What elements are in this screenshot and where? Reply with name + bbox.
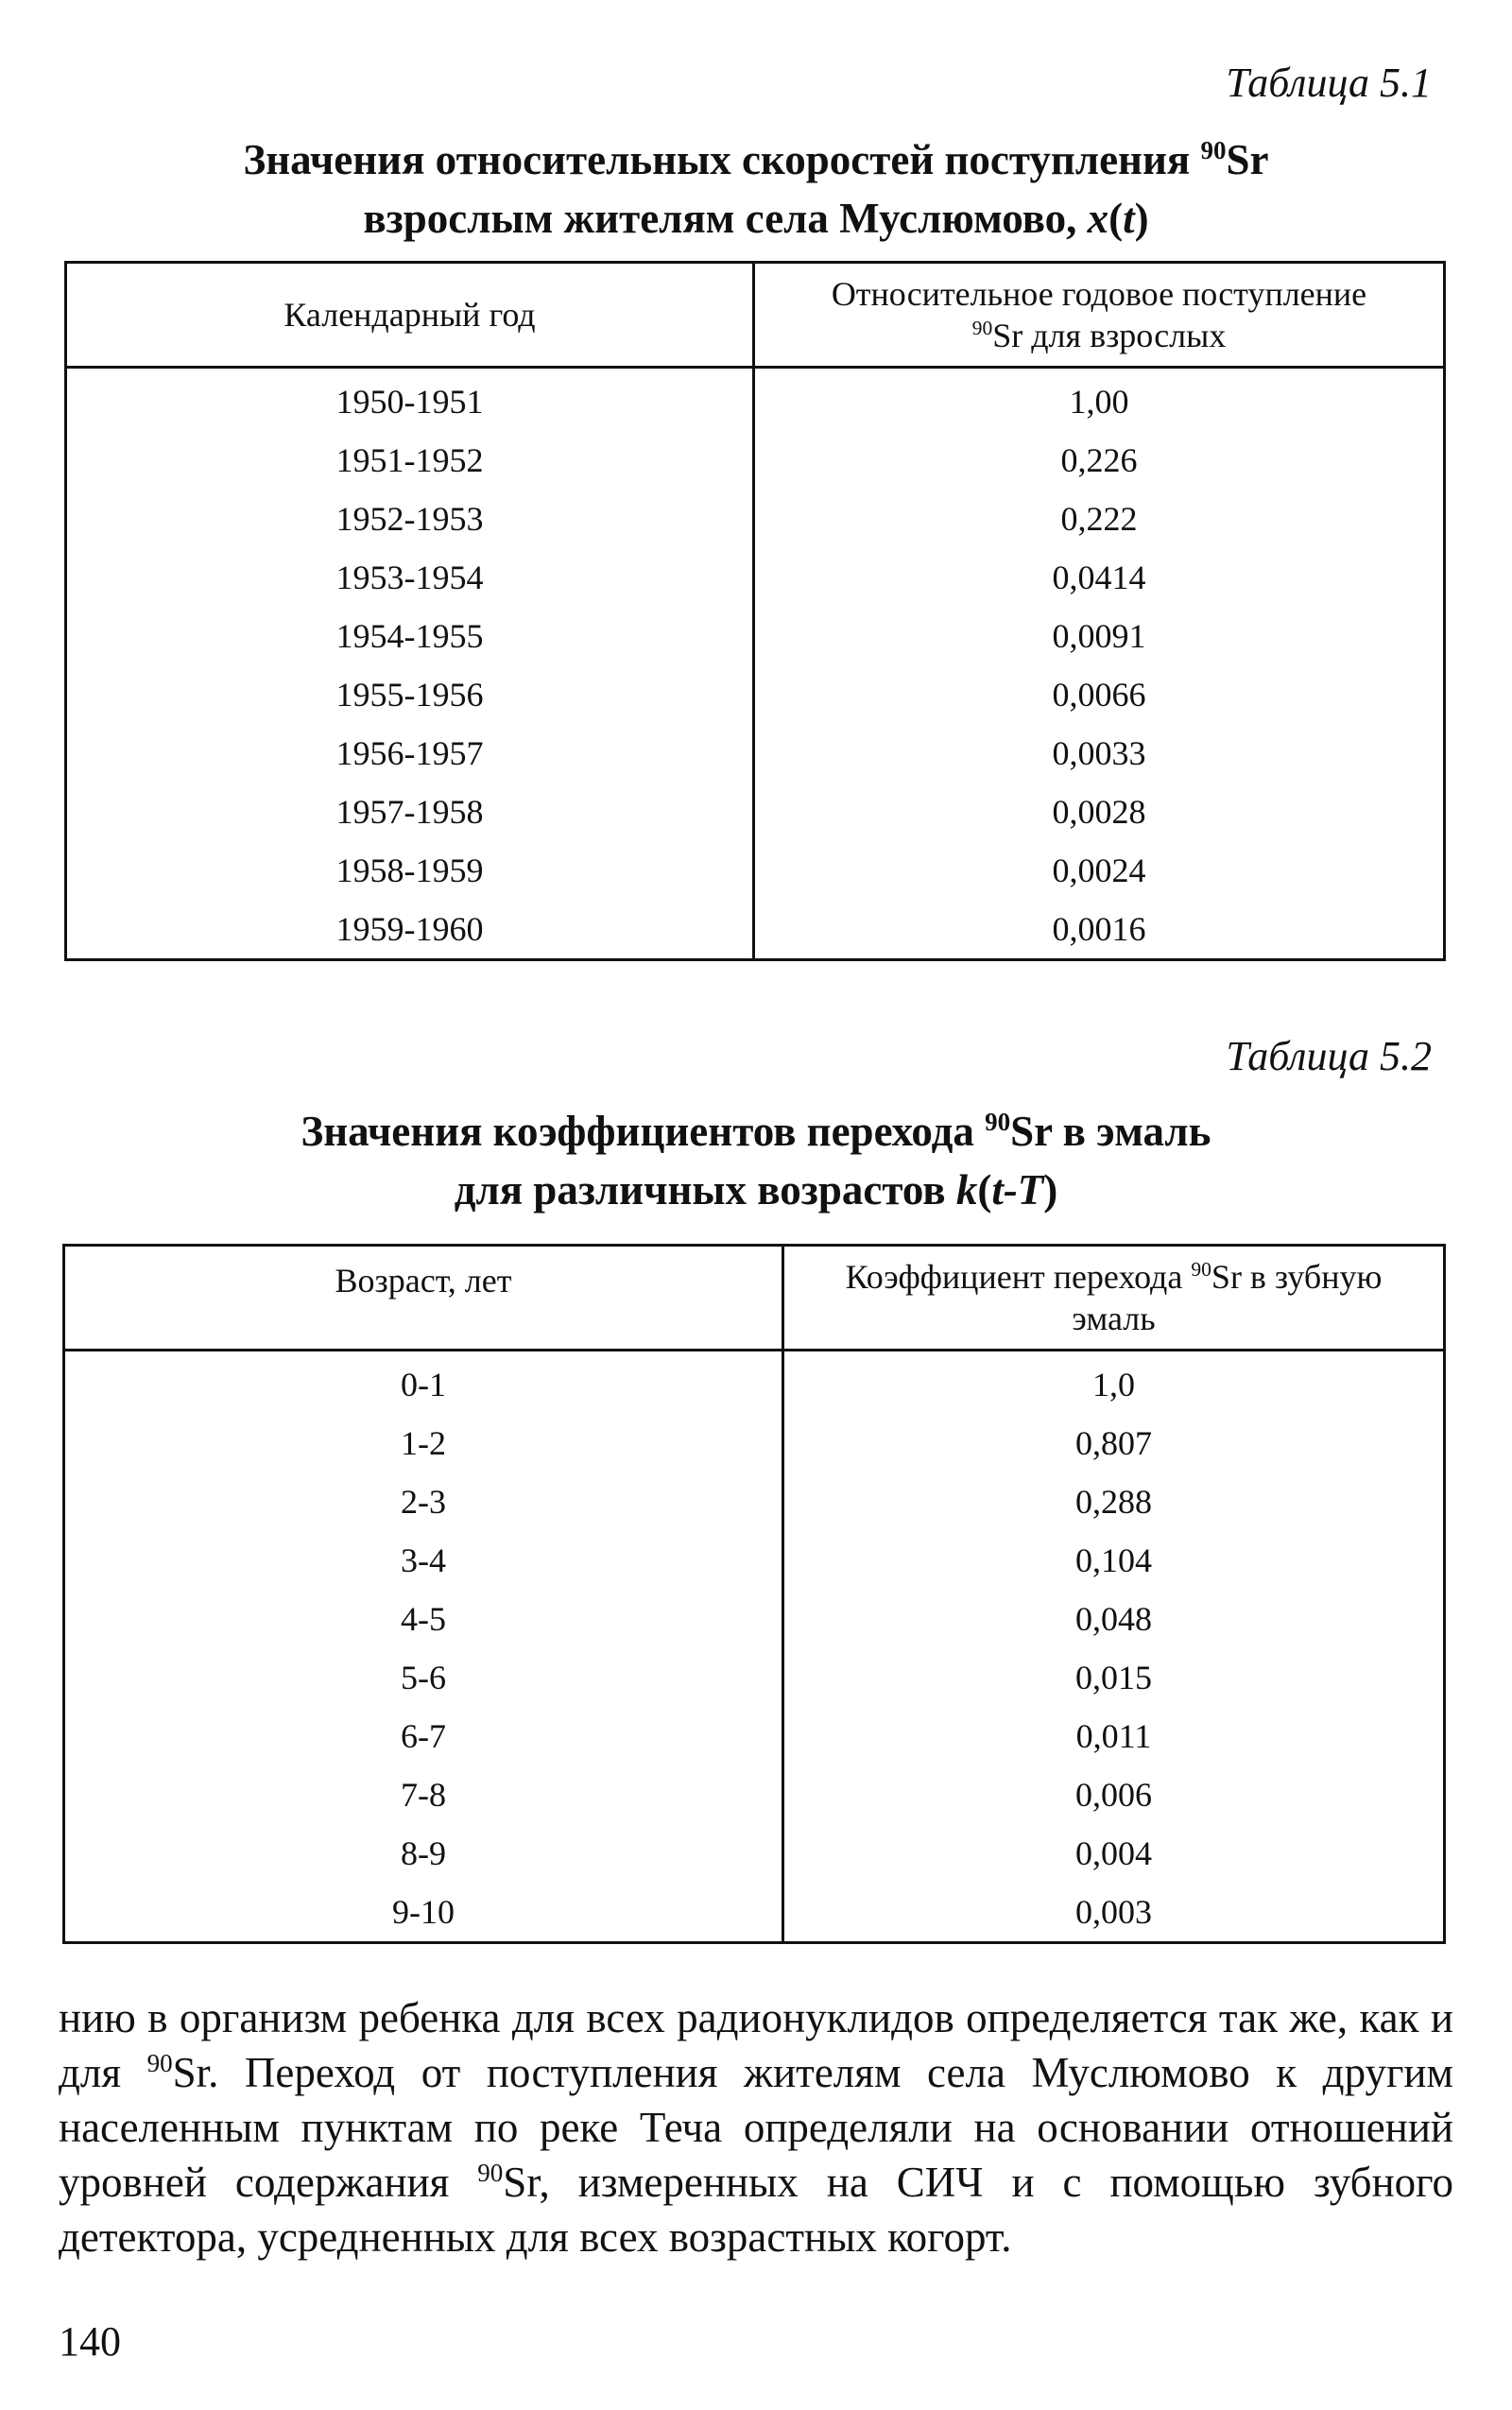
year-cell: 1955-1956 <box>66 665 754 724</box>
table-row <box>64 1824 1445 1883</box>
age-cell: 3-4 <box>64 1531 783 1590</box>
table-row <box>64 1648 1445 1707</box>
year-cell: 1958-1959 <box>66 841 754 900</box>
year-cell: 1959-1960 <box>66 900 754 960</box>
table-1-title-line-2: взрослым жителям села Муслюмово, x(t) <box>363 195 1149 242</box>
year-cell: 1953-1954 <box>66 548 754 607</box>
value-cell: 0,104 <box>1075 1541 1152 1579</box>
age-cell: 9-10 <box>64 1883 783 1943</box>
table-row <box>64 1414 1445 1472</box>
age-cell: 2-3 <box>64 1472 783 1531</box>
age-cell: 0-1 <box>64 1351 783 1415</box>
body-paragraph: нию в организм ребенка для всех радионуклидов определяется так же, как и для $^{90}$Sr. Переход от поступления жителям села Муслюмово к другим населенным пунктам по реке Теча определяли на основании отношений уровней содержания $^{90}$Sr, измеренных на СИЧ и с помощью зубного детектора, усредненных для всех возрастных когорт. <box>59 1994 1453 2261</box>
table-row <box>66 665 1445 724</box>
value-cell: 0,003 <box>1075 1893 1152 1931</box>
table-2-header-coefficient: Коэффициент перехода $^{90}$Sr в зубную эмаль <box>783 1246 1445 1351</box>
value-cell: 0,0414 <box>1052 559 1146 596</box>
value-cell: 0,006 <box>1075 1776 1152 1814</box>
value-cell: 0,0033 <box>1052 734 1146 772</box>
table-2-title-line-1: Значения коэффициентов перехода $^{90}$Sr в эмаль <box>301 1107 1211 1155</box>
year-cell: 1952-1953 <box>66 490 754 548</box>
value-cell: 0,015 <box>1075 1659 1152 1696</box>
table-row <box>64 1883 1445 1943</box>
year-cell: 1957-1958 <box>66 783 754 841</box>
table-2-caption: Таблица 5.2 <box>1226 1033 1432 1079</box>
value-cell: 0,0024 <box>1052 852 1146 889</box>
value-cell: 1,0 <box>1092 1366 1135 1403</box>
value-cell: 0,004 <box>1075 1834 1152 1872</box>
table-1-body <box>66 368 1445 960</box>
table-2 <box>62 1244 1446 1944</box>
table-1 <box>64 261 1446 961</box>
table-row <box>66 841 1445 900</box>
value-cell: 0,288 <box>1075 1483 1152 1521</box>
table-row <box>66 607 1445 665</box>
age-cell: 8-9 <box>64 1824 783 1883</box>
page-number: 140 <box>59 2318 121 2365</box>
age-cell: 6-7 <box>64 1707 783 1765</box>
age-cell: 7-8 <box>64 1765 783 1824</box>
table-2-body <box>64 1351 1445 1943</box>
value-cell: 0,0016 <box>1052 910 1146 948</box>
value-cell: 0,0091 <box>1052 617 1146 655</box>
year-cell: 1956-1957 <box>66 724 754 783</box>
year-cell: 1951-1952 <box>66 431 754 490</box>
table-1-title <box>0 130 1512 248</box>
value-cell: 0,0028 <box>1052 793 1146 831</box>
table-1-title-line-1: Значения относительных скоростей поступления $^{90}$Sr <box>243 135 1269 183</box>
value-cell: 0,0066 <box>1052 676 1146 714</box>
table-2-title-line-2: для различных возрастов k(t-T) <box>454 1166 1058 1214</box>
age-cell: 5-6 <box>64 1648 783 1707</box>
table-row <box>64 1765 1445 1824</box>
table-row <box>66 490 1445 548</box>
table-1-caption: Таблица 5.1 <box>1226 60 1432 106</box>
value-cell: 0,222 <box>1060 500 1138 538</box>
age-cell: 4-5 <box>64 1590 783 1648</box>
table-row <box>64 1351 1445 1415</box>
table-1-header-intake: Относительное годовое поступление $^{90}$Sr для взрослых <box>754 263 1445 368</box>
table-2-header-age: Возраст, лет <box>64 1246 783 1351</box>
table-row <box>66 724 1445 783</box>
table-row <box>66 431 1445 490</box>
value-cell: 0,807 <box>1075 1424 1152 1462</box>
age-cell: 1-2 <box>64 1414 783 1472</box>
year-cell: 1954-1955 <box>66 607 754 665</box>
table-row <box>64 1472 1445 1531</box>
value-cell: 0,226 <box>1060 441 1138 479</box>
table-row <box>66 783 1445 841</box>
table-row <box>64 1707 1445 1765</box>
value-cell: 1,00 <box>1069 383 1129 421</box>
table-row <box>64 1531 1445 1590</box>
table-1-header-year: Календарный год <box>66 263 754 368</box>
year-cell: 1950-1951 <box>66 368 754 432</box>
table-row <box>64 1590 1445 1648</box>
value-cell: 0,048 <box>1075 1600 1152 1638</box>
table-2-title <box>0 1102 1512 1219</box>
value-cell: 0,011 <box>1075 1717 1152 1755</box>
table-row <box>66 368 1445 432</box>
table-row <box>66 900 1445 960</box>
table-row <box>66 548 1445 607</box>
